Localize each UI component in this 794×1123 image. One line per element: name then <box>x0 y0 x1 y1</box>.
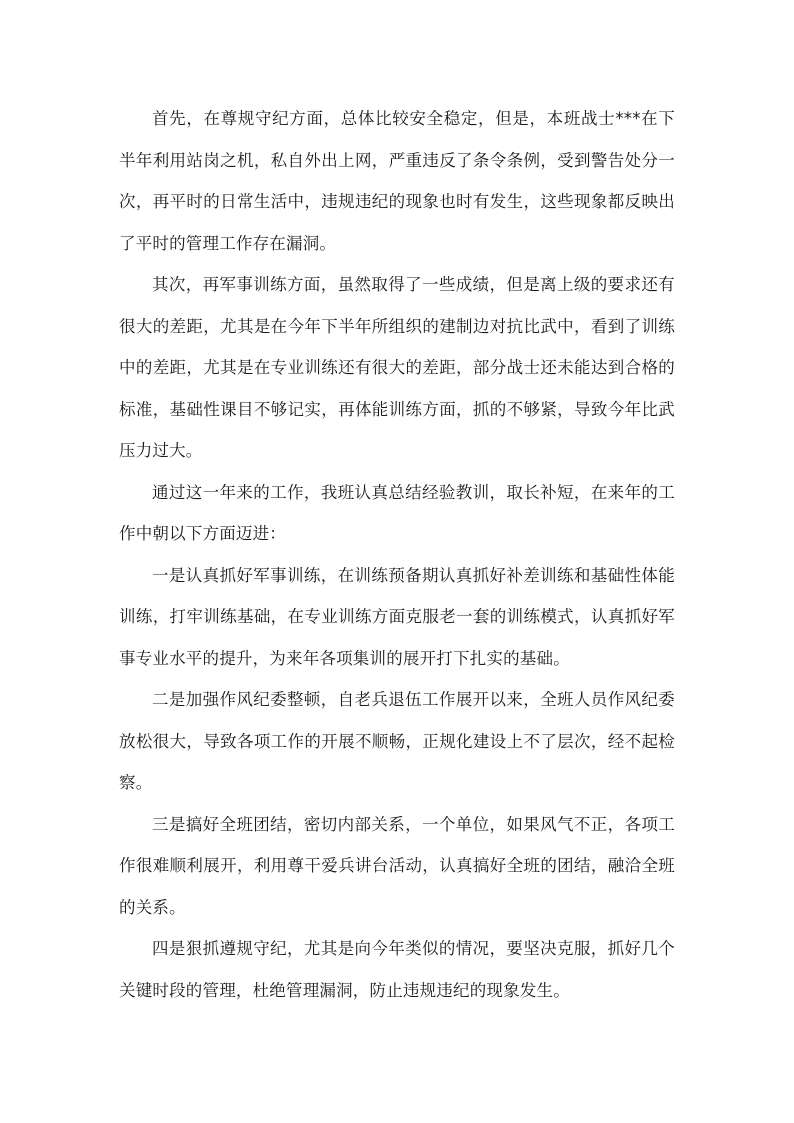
paragraph-plan-training: 一是认真抓好军事训练，在训练预备期认真抓好补差训练和基础性体能训练，打牢训练基础，在专业训练方面克服老一套的训练模式，认真抓好军事专业水平的提升，为来年各项集训的展开打下扎实的基础。 <box>119 565 675 668</box>
paragraph-plan-rules: 四是狠抓遵规守纪，尤其是向今年类似的情况，要坚决克服，抓好几个关键时段的管理，杜绝管理漏洞，防止违规违纪的现象发生。 <box>119 939 675 1000</box>
paragraph-discipline-review: 首先，在尊规守纪方面，总体比较安全稳定，但是，本班战士***在下半年利用站岗之机，私自外出上网，严重违反了条令条例，受到警告处分一次，再平时的日常生活中，违规违纪的现象也时有发生，这些现象都反映出了平时的管理工作存在漏洞。 <box>119 109 675 253</box>
paragraph-summary-intro: 通过这一年来的工作，我班认真总结经验教训，取长补短，在来年的工作中朝以下方面迈进： <box>119 482 675 543</box>
paragraph-plan-conduct: 二是加强作风纪委整顿，自老兵退伍工作展开以来，全班人员作风纪委放松很大，导致各项工作的开展不顺畅，正规化建设上不了层次，经不起检察。 <box>119 690 675 792</box>
document-body <box>119 98 675 1011</box>
paragraph-training-review: 其次，再军事训练方面，虽然取得了一些成绩，但是离上级的要求还有很大的差距，尤其是在今年下半年所组织的建制边对抗比武中，看到了训练中的差距，尤其是在专业训练还有很大的差距，部分战士还未能达到合格的标准，基础性课目不够记实，再体能训练方面，抓的不够紧，导致今年比武压力过大。 <box>119 275 675 460</box>
paragraph-plan-unity: 三是搞好全班团结，密切内部关系，一个单位，如果风气不正，各项工作很难顺利展开，利用尊干爱兵讲台活动，认真搞好全班的团结，融洽全班的关系。 <box>119 814 675 917</box>
